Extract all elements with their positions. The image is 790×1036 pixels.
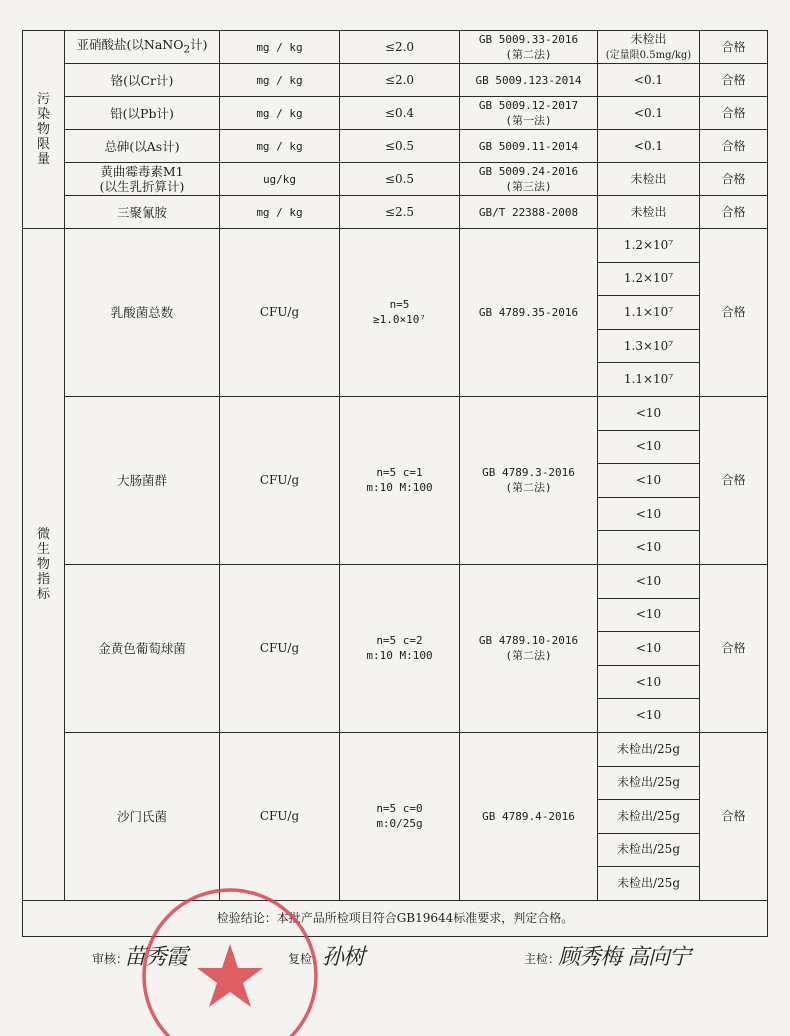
- judgement: 合格: [721, 138, 746, 153]
- result: 未检出: [630, 204, 667, 219]
- unit: mg / kg: [256, 73, 303, 87]
- method-cell: [460, 564, 598, 732]
- result: 1.2×10⁷: [623, 271, 674, 286]
- method-cell: [460, 31, 598, 64]
- limit-cell: [340, 31, 460, 64]
- limit-line2: m:0/25g: [376, 817, 423, 831]
- limit-cell: [340, 97, 460, 130]
- result: 未检出: [630, 171, 667, 186]
- method-note: (第一法): [505, 114, 552, 127]
- judgement: 合格: [721, 808, 746, 823]
- company-seal: [130, 868, 330, 1036]
- inspection-table: [22, 30, 768, 937]
- table-row: [23, 97, 768, 130]
- limit: n=5: [389, 298, 410, 312]
- method-cell: [460, 196, 598, 229]
- unit: mg / kg: [256, 106, 303, 120]
- result-cell: [598, 497, 700, 531]
- unit: mg / kg: [256, 40, 303, 54]
- result: <10: [635, 506, 662, 521]
- item-name: 金黄色葡萄球菌: [98, 640, 186, 656]
- judgement: 合格: [721, 640, 746, 655]
- category-micro: 微 生 物 指 标: [23, 229, 65, 901]
- result-cell: [598, 229, 700, 263]
- limit: ≤0.5: [384, 138, 415, 153]
- judgement-cell: [700, 130, 768, 163]
- unit-cell: [220, 97, 340, 130]
- result-cell: [598, 363, 700, 397]
- method-note: (第三法): [505, 180, 552, 193]
- result: 未检出/25g: [617, 842, 680, 857]
- judgement-cell: [700, 396, 768, 564]
- method: GB/T 22388-2008: [478, 205, 579, 219]
- item-name: 大肠菌群: [116, 472, 167, 488]
- reviewer-signature: 苗秀霞: [124, 945, 188, 970]
- item-name: 亚硝酸盐(以NaNO: [76, 36, 184, 52]
- item-cell: [65, 64, 220, 97]
- item-subscript: 2: [183, 43, 191, 56]
- limit-cell: [340, 196, 460, 229]
- result-cell: [598, 97, 700, 130]
- unit: mg / kg: [256, 139, 303, 153]
- limit: n=5 c=2: [376, 634, 423, 648]
- result-cell: [598, 632, 700, 666]
- method: GB 5009.33-2016: [478, 33, 579, 46]
- limit-line2: m:10 M:100: [366, 481, 433, 495]
- unit: CFU/g: [259, 472, 300, 487]
- result-cell: [598, 732, 700, 766]
- unit-cell: [220, 31, 340, 64]
- result-cell: [598, 396, 700, 430]
- unit-cell: [220, 196, 340, 229]
- method-note: (第二法): [505, 48, 552, 61]
- limit-cell: [340, 732, 460, 900]
- result: <10: [635, 439, 662, 454]
- judgement: 合格: [721, 105, 746, 120]
- result-cell: [598, 130, 700, 163]
- method: GB 4789.3-2016: [482, 466, 575, 480]
- inspector-label: 主检：: [524, 952, 561, 966]
- limit-cell: [340, 130, 460, 163]
- method: GB 4789.35-2016: [478, 305, 579, 319]
- judgement: 合格: [721, 72, 746, 87]
- item-cell: [65, 564, 220, 732]
- limit: n=5 c=1: [376, 466, 423, 480]
- item-cell: [65, 31, 220, 64]
- item-cell: [65, 196, 220, 229]
- result: <10: [635, 573, 662, 588]
- checker-label: 复检：: [288, 952, 325, 966]
- seal-star-icon: [197, 944, 263, 1007]
- table-row: [23, 31, 768, 64]
- item-cell: [65, 396, 220, 564]
- table-row: [23, 196, 768, 229]
- unit: CFU/g: [259, 808, 300, 823]
- unit: ug/kg: [262, 172, 297, 186]
- limit-cell: [340, 396, 460, 564]
- limit: ≤0.4: [384, 105, 415, 120]
- method: GB 5009.11-2014: [478, 139, 579, 153]
- result-cell: [598, 464, 700, 498]
- judgement-cell: [700, 64, 768, 97]
- result-cell: [598, 665, 700, 699]
- result-cell: [598, 531, 700, 565]
- item-name: 三聚氰胺: [116, 204, 167, 220]
- item-name-line2: (以生乳折算计): [99, 179, 185, 194]
- judgement-cell: [700, 196, 768, 229]
- result: 未检出: [630, 31, 667, 46]
- reviewer-label: 审核：: [92, 952, 129, 966]
- limit-cell: [340, 64, 460, 97]
- unit: mg / kg: [256, 205, 303, 219]
- judgement-cell: [700, 163, 768, 196]
- inspector-signature: 顾秀梅 高向宁: [558, 945, 690, 970]
- judgement-cell: [700, 229, 768, 397]
- table-row: [23, 163, 768, 196]
- result: 未检出/25g: [617, 876, 680, 891]
- result-cell: [598, 296, 700, 330]
- result: 1.1×10⁷: [623, 372, 674, 387]
- method-cell: [460, 97, 598, 130]
- result: <10: [635, 607, 662, 622]
- checker-signature: 孙树: [322, 945, 365, 970]
- item-cell: [65, 97, 220, 130]
- result-cell: [598, 833, 700, 867]
- judgement: 合格: [721, 204, 746, 219]
- table-row: [23, 396, 768, 430]
- method-cell: [460, 732, 598, 900]
- result-cell: [598, 196, 700, 229]
- result: <10: [635, 472, 662, 487]
- result-cell: [598, 163, 700, 196]
- result: <0.1: [633, 138, 664, 153]
- conclusion-text: 检验结论：本批产品所检项目符合GB19644标准要求，判定合格。: [216, 910, 574, 925]
- category-contaminants: 污 染 物 限 量: [23, 31, 65, 229]
- judgement-cell: [700, 732, 768, 900]
- limit: ≤2.0: [384, 39, 415, 54]
- result-cell: [598, 867, 700, 901]
- result: 未检出/25g: [617, 741, 680, 756]
- result-cell: [598, 766, 700, 800]
- limit: ≤0.5: [384, 171, 415, 186]
- result-cell: [598, 430, 700, 464]
- result: 1.2×10⁷: [623, 237, 674, 252]
- unit: CFU/g: [259, 304, 300, 319]
- result-cell: [598, 31, 700, 64]
- limit-line2: m:10 M:100: [366, 649, 433, 663]
- unit-cell: [220, 229, 340, 397]
- table-row: [23, 64, 768, 97]
- result: <0.1: [633, 105, 664, 120]
- method: GB 5009.123-2014: [475, 73, 582, 87]
- result: <10: [635, 540, 662, 555]
- table-row: [23, 229, 768, 263]
- method-cell: [460, 130, 598, 163]
- limit: ≤2.5: [384, 204, 415, 219]
- limit-cell: [340, 229, 460, 397]
- item-name: 铅(以Pb计): [110, 105, 174, 121]
- item-name: 沙门氏菌: [116, 808, 167, 824]
- result: 1.3×10⁷: [623, 338, 674, 353]
- judgement: 合格: [721, 39, 746, 54]
- limit-line2: ≥1.0×10⁷: [373, 313, 426, 327]
- item-name: 乳酸菌总数: [110, 304, 174, 320]
- method: GB 5009.12-2017: [478, 99, 579, 112]
- method: GB 4789.4-2016: [482, 809, 575, 823]
- judgement-cell: [700, 564, 768, 732]
- item-cell: [65, 163, 220, 196]
- unit-cell: [220, 564, 340, 732]
- unit-cell: [220, 130, 340, 163]
- result-cell: [598, 329, 700, 363]
- method: GB 5009.24-2016: [478, 165, 579, 178]
- result-cell: [598, 598, 700, 632]
- unit-cell: [220, 64, 340, 97]
- result-note: (定量限0.5mg/kg): [605, 49, 692, 61]
- unit: CFU/g: [259, 640, 300, 655]
- result: 未检出/25g: [617, 775, 680, 790]
- judgement: 合格: [721, 304, 746, 319]
- result: <10: [635, 674, 662, 689]
- result: <10: [635, 640, 662, 655]
- item-cell: [65, 229, 220, 397]
- limit-cell: [340, 163, 460, 196]
- result-cell: [598, 262, 700, 296]
- method-cell: [460, 64, 598, 97]
- item-cell: [65, 130, 220, 163]
- result-cell: [598, 564, 700, 598]
- result: <0.1: [633, 72, 664, 87]
- unit-cell: [220, 396, 340, 564]
- limit: n=5 c=0: [376, 802, 423, 816]
- method-note: (第二法): [505, 481, 552, 495]
- method: GB 4789.10-2016: [478, 634, 579, 648]
- judgement: 合格: [721, 472, 746, 487]
- item-name-tail: 计): [190, 36, 208, 52]
- method-cell: [460, 396, 598, 564]
- table-row: [23, 732, 768, 766]
- result: <10: [635, 405, 662, 420]
- unit-cell: [220, 163, 340, 196]
- table-row: [23, 564, 768, 598]
- table-row: [23, 130, 768, 163]
- item-name: 铬(以Cr计): [110, 72, 174, 88]
- method-cell: [460, 229, 598, 397]
- method-cell: [460, 163, 598, 196]
- judgement: 合格: [721, 171, 746, 186]
- item-name: 黄曲霉毒素M1: [100, 164, 184, 179]
- judgement-cell: [700, 31, 768, 64]
- judgement-cell: [700, 97, 768, 130]
- result-cell: [598, 800, 700, 834]
- result-cell: [598, 699, 700, 733]
- result: 未检出/25g: [617, 808, 680, 823]
- method-note: (第二法): [505, 649, 552, 663]
- limit: ≤2.0: [384, 72, 415, 87]
- item-name: 总砷(以As计): [104, 138, 180, 154]
- result-cell: [598, 64, 700, 97]
- result: <10: [635, 708, 662, 723]
- result: 1.1×10⁷: [623, 304, 674, 319]
- limit-cell: [340, 564, 460, 732]
